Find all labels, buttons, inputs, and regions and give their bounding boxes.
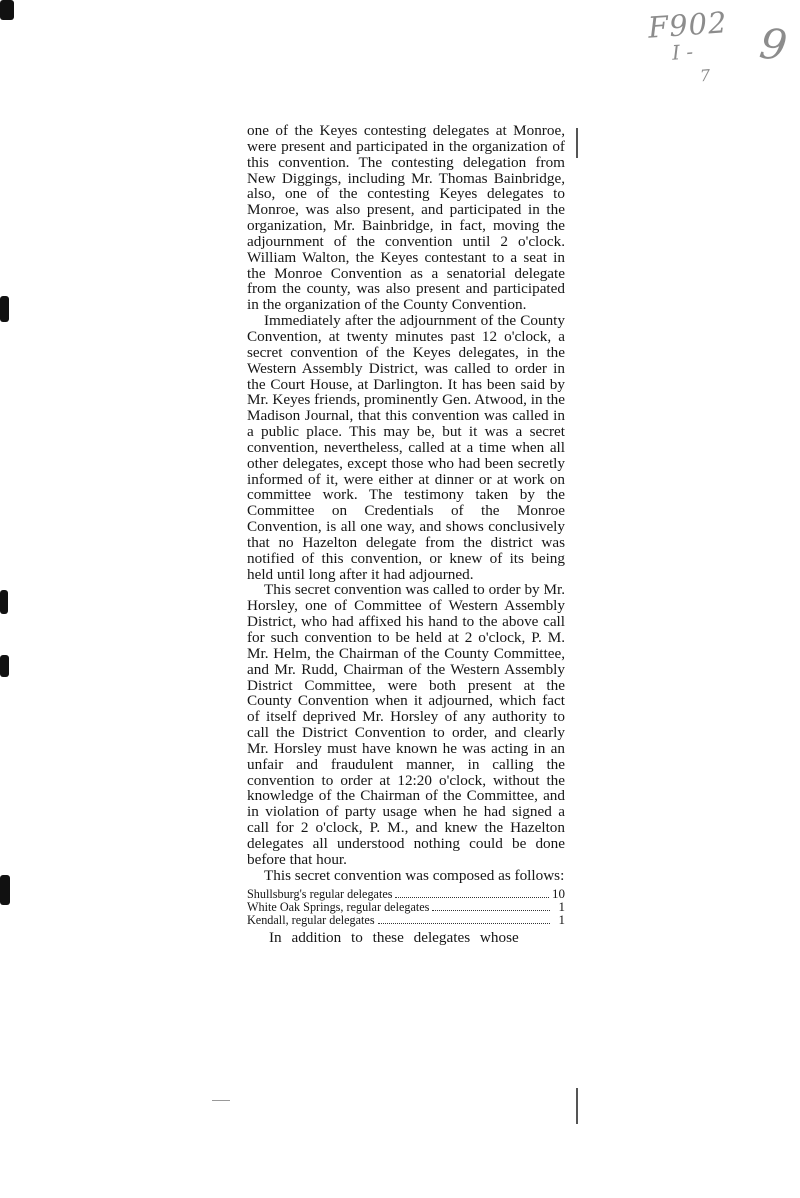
article-column <box>247 123 565 945</box>
tally-row <box>247 898 565 914</box>
scan-artifact <box>0 590 8 614</box>
article-paragraph: Immediately after the adjournment of the County Convention, at twenty minutes past 12 o'clock, a secret convention of the Keyes delegates, in the Western Assembly District, was called to order in the Court House, at Darlington. It has been said by Mr. Keyes friends, prominently Gen. Atwood, in the Madison Journal, that this convention was called in a public place. This may be, but it was a secret convention, nevertheless, called at a time when all other delegates, except those who had been secretly informed of it, were either at dinner or at work on committee work. The testimony taken by the Committee on Credentials of the Monroe Convention, is all one way, and shows conclusively that no Hazelton delegate from the district was notified of this convention, or knew of its being held until long after it had adjourned. <box>247 312 565 583</box>
tally-label: Kendall, regular delegates <box>247 912 375 927</box>
tally-row <box>247 885 565 901</box>
article-paragraph: This secret convention was composed as follows: <box>264 866 565 884</box>
article-closing-line: In addition to these delegates whose <box>269 928 519 946</box>
tally-count: 1 <box>558 911 565 927</box>
tally-count: 10 <box>552 885 565 901</box>
dot-leader <box>395 897 549 898</box>
tick-mark-annotation: 7 <box>699 65 711 86</box>
article-paragraph: one of the Keyes contesting delegates at Monroe, were present and participated in the organization of this convention. The contesting delegation from New Diggings, including Mr. Thomas Bainbridge, also, one of the contesting Keyes delegates to Monroe, was also present, and participated in the organization, Mr. Bainbridge, in fact, moving the adjournment of the convention until 2 o'clock. William Walton, the Keyes contestant to a seat in the Monroe Convention as a senatorial delegate from the county, was also present and participated in the organization of the County Convention. <box>247 122 565 314</box>
scan-artifact <box>0 296 9 322</box>
tally-label: Shullsburg's regular delegates <box>247 886 393 901</box>
tally-row <box>247 911 565 927</box>
dot-leader <box>378 923 550 924</box>
article-paragraph: This secret convention was called to order by Mr. Horsley, one of Committee of Western Assembly District, who had affixed his hand to the above call for such convention to be held at 2 o'clock, P. M. Mr. Helm, the Chairman of the County Committee, and Mr. Rudd, Chairman of the Western Assembly District Committee, were both present at the County Convention when it adjourned, which fact of itself deprived Mr. Horsley of any authority to call the District Convention to order, and clearly Mr. Horsley must have known he was acting in an unfair and fraudulent manner, in calling the convention to order at 12:20 o'clock, without the knowledge of the Chairman of the Committee, and in violation of party usage when he had signed a call for 2 o'clock, P. M., and knew the Hazelton delegates all understood nothing could be done before that hour. <box>247 581 565 868</box>
tally-count: 1 <box>558 898 565 914</box>
column-edge-rule <box>576 1088 578 1124</box>
scan-artifact <box>0 0 14 20</box>
tally-label: White Oak Springs, regular delegates <box>247 899 430 914</box>
catalog-code-annotation: F902 <box>646 5 729 45</box>
column-edge-rule <box>576 128 578 158</box>
scan-edge-left <box>0 0 16 1198</box>
scan-artifact <box>0 655 9 677</box>
dot-leader <box>432 910 550 911</box>
page-number-annotation: 9 <box>756 18 791 71</box>
sub-mark-annotation: I - <box>671 39 694 65</box>
delegate-tally <box>247 885 565 927</box>
margin-dash <box>212 1100 230 1101</box>
scan-artifact <box>0 875 10 905</box>
